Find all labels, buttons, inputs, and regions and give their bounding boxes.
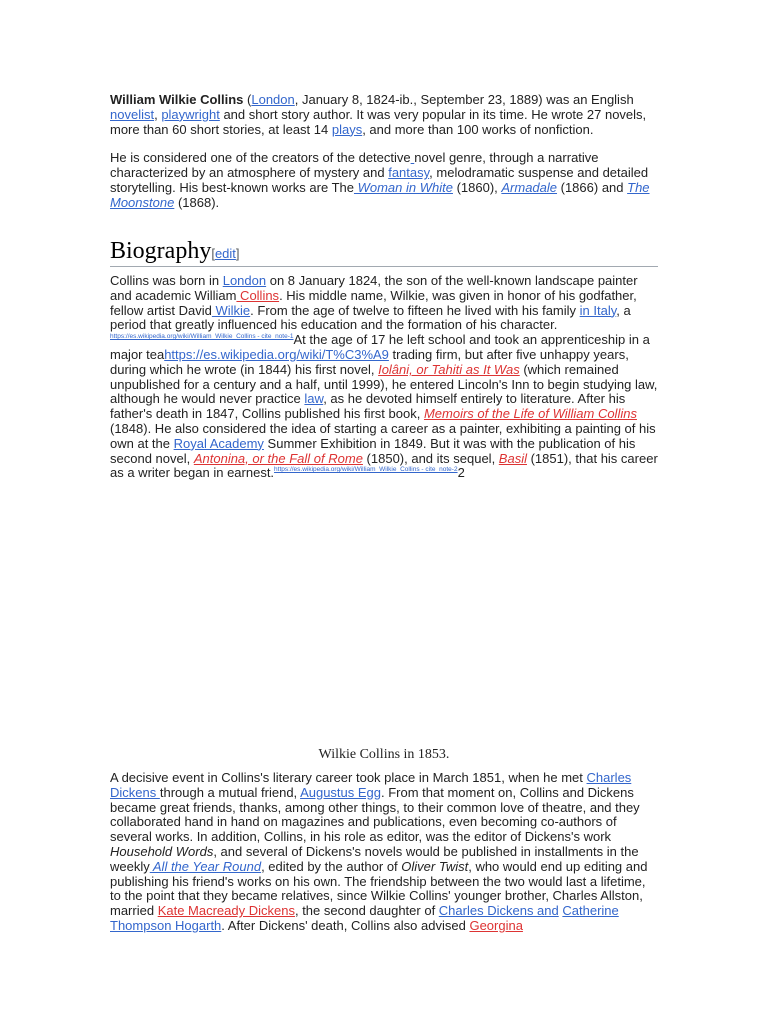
link-moonstone[interactable]: The Moonstone — [110, 179, 650, 210]
link-augustus-egg[interactable]: Augustus Egg — [300, 784, 382, 800]
link-william-collins[interactable]: Collins — [236, 287, 280, 303]
link-italy[interactable]: in Italy — [579, 302, 617, 318]
edit-link[interactable]: edit — [214, 246, 236, 261]
intro-section — [110, 93, 658, 211]
link-david-wilkie[interactable]: Wilkie — [211, 302, 251, 318]
cite-note-1-link[interactable]: https://es.wikipedia.org/wiki/William_Wilkie_Collins - cite_note-1 — [110, 333, 294, 341]
link-woman-in-white[interactable]: Woman in White — [353, 179, 453, 195]
biography-heading — [110, 236, 658, 267]
biography-paragraph-2: A decisive event in Collins's literary career took place in March 1851, when he met Charles Dickens through a mutual friend, Augustus Egg. From that moment on, Collins and Dickens became great friends, thanks, among other things, to their common love of theatre, and they collaborated hand in hand on magazines and publications, even becoming co-authors of several works. In addition, Collins, in his role as editor, was the editor of Dickens's work Household Words, and several of Dickens's novels would be published in installments in the weekly All the Year Round, edited by the author of Oliver Twist, who would end up editing and publishing his friend's works on his own. The friendship between the two would last a lifetime, to the point that they became relatives, since Wilkie Collins' younger brother, Charles Allston, married Kate Macready Dickens, the second daughter of Charles Dickens and Catherine Thompson Hogarth. After Dickens' death, Collins also advised Georgina — [110, 770, 648, 933]
link-royal-academy[interactable]: Royal Academy — [173, 435, 264, 451]
link-tea[interactable]: https://es.wikipedia.org/wiki/T%C3%A9 — [164, 346, 389, 362]
intro-paragraph-2: He is considered one of the creators of the detective novel genre, through a narrative characterized by an atmosphere of mystery and fantasy, melodramatic suspense and detailed storytelling. His best-known works are The Woman in White (1860), Armadale (1866) and The Moonstone (1868). — [110, 150, 650, 210]
subject-name: William Wilkie Collins — [110, 92, 244, 107]
biography-paragraph-1: Collins was born in London on 8 January 1824, the son of the well-known landscape painter and academic William Collins. His middle name, Wilkie, was given in honor of his godfather, fellow artist David Wilkie. From the age of twelve to fifteen he lived with his family in Italy, a period that greatly influenced his education and the formation of his character. $^{https://es.wikipedia.org/wiki/William\_Wilkie\_Collins - cite\_note-1}$At the age of 17 he left school and took an apprenticeship in a major teahttps://es.wikipedia.org/wiki/T%C3%A9 trading firm, but after five unhappy years, during which he wrote (in 1844) his first novel, Iolâni, or Tahiti as It Was (which remained unpublished for a century and a half, until 1999), he entered Lincoln's Inn to begin studying law, although he would never practice law, as he devoted himself entirely to literature. After his father's death in 1847, Collins published his first book, Memoirs of the Life of William Collins (1848). He also considered the idea of starting a career as a painter, exhibiting a painting of his own at the Royal Academy Summer Exhibition in 1849. But it was with the publication of his second novel, Antonina, or the Fall of Rome (1850), and its sequel, Basil (1851), that his career as a writer began in earnest.$^{https://es.wikipedia.org/wiki/William\_Wilkie\_Collins - cite\_note-2}$2 — [110, 273, 658, 481]
edit-section: [edit] — [211, 246, 240, 261]
link-novelist[interactable]: novelist — [110, 106, 155, 122]
link-london[interactable]: London — [251, 92, 295, 107]
link-playwright[interactable]: playwright — [161, 106, 220, 122]
link-charles-dickens-2[interactable]: Charles Dickens and — [438, 903, 559, 919]
link-antonina[interactable]: Antonina, or the Fall of Rome — [193, 450, 363, 466]
link-plays[interactable]: plays — [331, 121, 363, 137]
title-oliver-twist: Oliver Twist — [401, 858, 469, 874]
image-caption: Wilkie Collins in 1853. — [318, 747, 450, 762]
intro-paragraph-1: William Wilkie Collins (London, January 8, 1824-ib., September 23, 1889) was an English novelist, playwright and short story author. It was very popular in its time. He wrote 27 novels, more than 60 short stories, at least 14 plays, and more than 100 works of nonfiction. — [110, 92, 647, 137]
link-catherine-hogarth[interactable]: Catherine Thompson Hogarth — [110, 903, 619, 933]
link-all-the-year-round[interactable]: All the Year Round — [149, 858, 262, 874]
link-armadale[interactable]: Armadale — [501, 179, 558, 195]
link-basil[interactable]: Basil — [498, 450, 527, 466]
link-memoirs[interactable]: Memoirs of the Life of William Collins — [423, 406, 637, 422]
link-charles-dickens[interactable]: Charles Dickens — [110, 770, 632, 800]
link-fantasy[interactable]: fantasy — [388, 165, 430, 181]
title-household-words: Household Words — [110, 843, 214, 859]
link-georgina[interactable]: Georgina — [469, 917, 523, 933]
link-law[interactable]: law — [304, 391, 324, 407]
link-london[interactable]: London — [222, 273, 267, 288]
link-iolani[interactable]: Iolâni, or Tahiti as It Was — [378, 361, 520, 377]
link-kate-macready-dickens[interactable]: Kate Macready Dickens — [157, 903, 295, 919]
section-title: Biography — [110, 238, 212, 264]
cite-note-2-link[interactable]: https://es.wikipedia.org/wiki/William_Wilkie_Collins - cite_note-2 — [274, 466, 458, 474]
